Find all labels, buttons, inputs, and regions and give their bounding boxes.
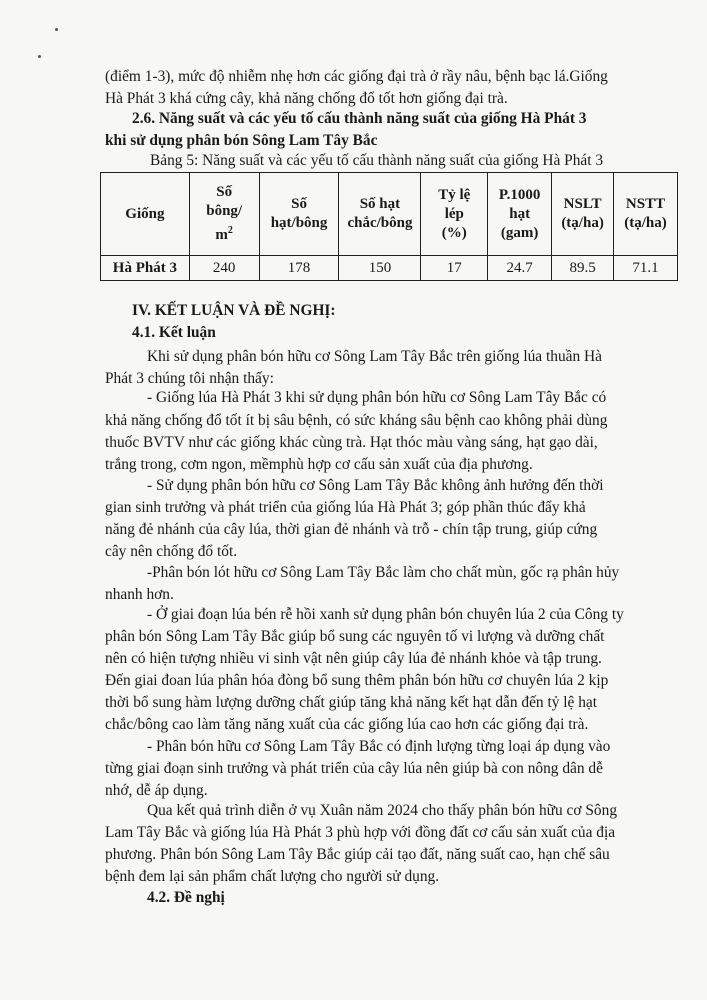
paragraph-line: trắng trong, cơm ngon, mềmphù hợp cơ cấu sản xuất của địa phương.: [105, 456, 533, 473]
yield-table: [100, 172, 678, 281]
paragraph-line: - Ở giai đoạn lúa bén rễ hồi xanh sử dụng phân bón chuyên lúa 2 của Công ty: [147, 606, 624, 623]
paragraph-line: chắc/bông cao làm tăng năng xuất của các giống lúa cao hơn các giống đại trà.: [105, 716, 589, 733]
paragraph-line: Qua kết quả trình diễn ở vụ Xuân năm 2024 cho thấy phân bón hữu cơ Sông: [147, 802, 618, 819]
paragraph-line: nhanh hơn.: [105, 586, 174, 603]
cell-giong: Hà Phát 3: [101, 256, 190, 281]
paragraph-line: khả năng chống đổ tốt ít bị sâu bệnh, có sức kháng sâu bệnh cao không phải dùng: [105, 412, 608, 429]
section-heading: IV. KẾT LUẬN VÀ ĐỀ NGHỊ:: [132, 302, 336, 319]
cell-nstt: 71.1: [614, 256, 678, 281]
header-so-hat-chac: Số hạt chắc/bông: [339, 173, 421, 256]
section-heading: khi sử dụng phân bón Sông Lam Tây Bắc: [105, 132, 378, 149]
intro-line: Hà Phát 3 khá cứng cây, khả năng chống đổ tốt hơn giống đại trà.: [105, 90, 508, 107]
paragraph-line: thời bổ sung hàm lượng dưỡng chất giúp tăng khả năng kết hạt dẫn đến tỷ lệ hạt: [105, 694, 598, 711]
paragraph-line: Phát 3 chúng tôi nhận thấy:: [105, 370, 274, 387]
paragraph-line: Đến giai đoan lúa phân hóa đòng bổ sung thêm phân bón hữu cơ chuyên lúa 2 kịp: [105, 672, 609, 689]
section-heading: 2.6. Năng suất và các yếu tố cấu thành năng suất của giống Hà Phát 3: [132, 110, 587, 127]
subsection-heading: 4.2. Đề nghị: [147, 889, 225, 906]
header-so-bong: Số bông/ $m^2$: [189, 173, 259, 256]
header-so-hat: Số hạt/bông: [259, 173, 339, 256]
cell-so-hat-chac: 150: [339, 256, 421, 281]
scan-speck: [38, 55, 41, 58]
paragraph-line: năng đẻ nhánh của cây lúa, thời gian đẻ nhánh và trỗ - chín tập trung, giúp cứng: [105, 521, 598, 538]
cell-p1000: 24.7: [488, 256, 552, 281]
table-caption: Bảng 5: Năng suất và các yếu tố cấu thành năng suất của giống Hà Phát 3: [150, 152, 604, 169]
cell-so-bong: 240: [189, 256, 259, 281]
paragraph-line: nhớ, dễ áp dụng.: [105, 782, 208, 799]
paragraph-line: phân bón Sông Lam Tây Bắc giúp bổ sung các nguyên tố vi lượng và dưỡng chất: [105, 628, 605, 645]
paragraph-line: phương. Phân bón Sông Lam Tây Bắc giúp cải tạo đất, năng suất cao, hạn chế sâu: [105, 846, 610, 863]
cell-ty-le-lep: 17: [421, 256, 488, 281]
paragraph-line: gian sinh trưởng và phát triển của giống lúa Hà Phát 3; góp phần thúc đẩy khả: [105, 499, 586, 516]
paragraph-line: thuốc BVTV như các giống khác cùng trà. Hạt thóc màu vàng sáng, hạt gạo dài,: [105, 434, 598, 451]
subsection-heading: 4.1. Kết luận: [132, 324, 216, 341]
intro-line: (điểm 1-3), mức độ nhiễm nhẹ hơn các giống đại trà ở rầy nâu, bệnh bạc lá.Giống: [105, 68, 608, 85]
paragraph-line: - Giống lúa Hà Phát 3 khi sử dụng phân bón hữu cơ Sông Lam Tây Bắc có: [147, 389, 607, 406]
header-nstt: NSTT (tạ/ha): [614, 173, 678, 256]
header-ty-le-lep: Tỷ lệ lép (%): [421, 173, 488, 256]
paragraph-line: - Sử dụng phân bón hữu cơ Sông Lam Tây Bắc không ảnh hưởng đến thời: [147, 477, 604, 494]
paragraph-line: - Phân bón hữu cơ Sông Lam Tây Bắc có định lượng từng loại áp dụng vào: [147, 738, 611, 755]
table-header-row: [101, 173, 678, 256]
header-giong: Giống: [101, 173, 190, 256]
paragraph-line: Lam Tây Bắc và giống lúa Hà Phát 3 phù hợp với đồng đất cơ cấu sản xuất của địa: [105, 824, 616, 841]
paragraph-line: nên có hiện tượng nhiều vi sinh vật nên giúp cây lúa đẻ nhánh khỏe và tập trung.: [105, 650, 602, 667]
paragraph-line: cây nên chống đổ tốt.: [105, 543, 238, 560]
cell-nslt: 89.5: [552, 256, 614, 281]
paragraph-line: Khi sử dụng phân bón hữu cơ Sông Lam Tây Bắc trên giống lúa thuần Hà: [147, 348, 602, 365]
cell-so-hat: 178: [259, 256, 339, 281]
scan-speck: [55, 28, 58, 31]
table-row: [101, 256, 678, 281]
paragraph-line: bệnh đem lại sản phẩm chất lượng cho người sử dụng.: [105, 868, 440, 885]
header-nslt: NSLT (tạ/ha): [552, 173, 614, 256]
paragraph-line: -Phân bón lót hữu cơ Sông Lam Tây Bắc làm cho chất mùn, gốc rạ phân hủy: [147, 564, 620, 581]
header-p1000: P.1000 hạt (gam): [488, 173, 552, 256]
paragraph-line: từng giai đoạn sinh trưởng và phát triển của cây lúa nên giúp bà con nông dân dễ: [105, 760, 603, 777]
